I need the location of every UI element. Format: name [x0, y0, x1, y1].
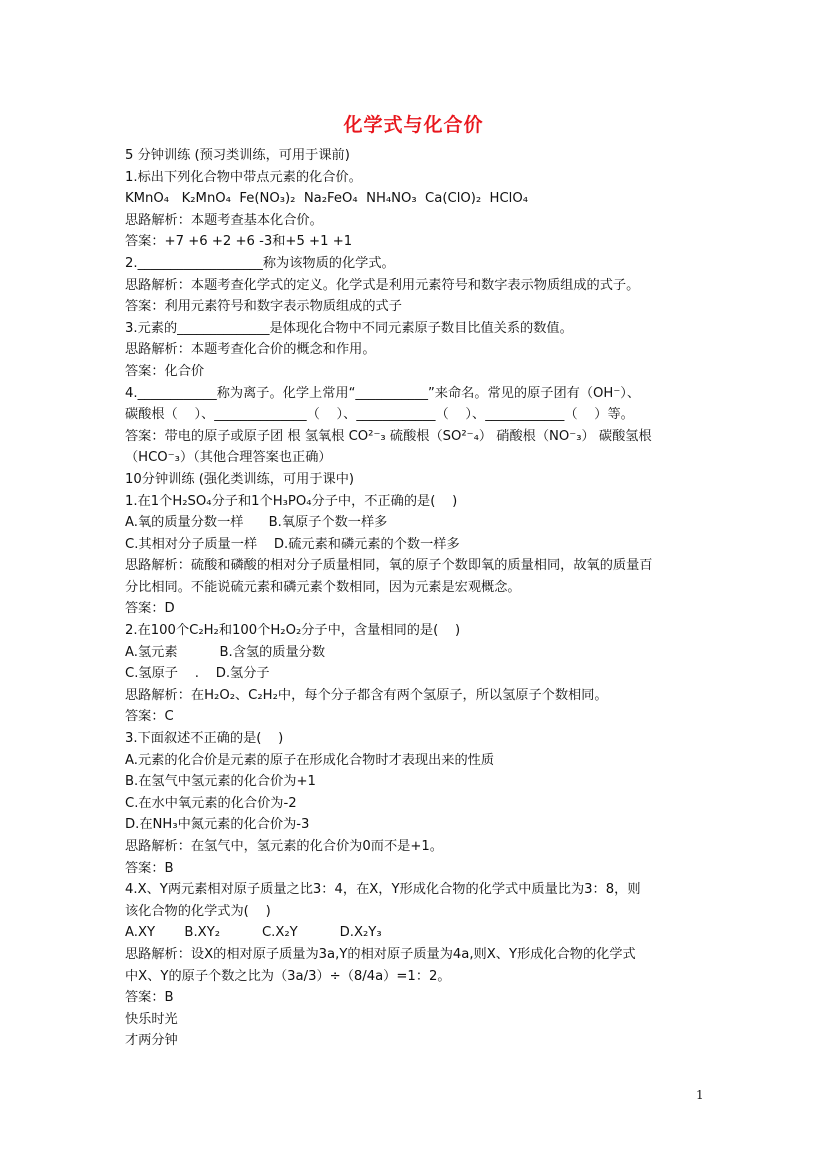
text-line: 思路解析：硫酸和磷酸的相对分子质量相同，氧的原子个数即氧的质量相同，故氧的质量百: [125, 558, 653, 574]
text-line: 答案：+7 +6 +2 +6 -3和+5 +1 +1: [125, 234, 353, 250]
text-line: C.在水中氧元素的化合价为-2: [125, 795, 297, 811]
text-line: 10分钟训练 (强化类训练，可用于课中): [125, 471, 355, 487]
text-line: 思路解析：设X的相对原子质量为3a,Y的相对原子质量为4a,则X、Y形成化合物的化学式: [125, 946, 636, 962]
text-line: 1.在1个H₂SO₄分子和1个H₃PO₄分子中，不正确的是( ): [125, 493, 458, 509]
text-line: 思路解析：本题考查基本化合价。: [125, 212, 323, 228]
text-line: A.元素的化合价是元素的原子在形成化合物时才表现出来的性质: [125, 752, 495, 768]
text-line: A.氧的质量分数一样 B.氧原子个数一样多: [125, 515, 388, 531]
text-line: D.在NH₃中氮元素的化合价为-3: [125, 817, 310, 833]
text-line: 碳酸根（ ）、______________（ ）、____________（ ）、____________（ ）等。: [125, 407, 634, 423]
text-line: 2.___________________称为该物质的化学式。: [125, 255, 395, 271]
page-number: 1: [696, 1088, 704, 1102]
document-body: [125, 145, 715, 1052]
text-line: 思路解析：在氢气中，氢元素的化合价为0而不是+1。: [125, 839, 443, 854]
text-line: 答案：带电的原子或原子团 根 氢氧根 CO²⁻₃ 硫酸根（SO²⁻₄） 硝酸根（NO⁻₃） 碳酸氢根: [125, 428, 652, 444]
text-line: 思路解析：在H₂O₂、C₂H₂中，每个分子都含有两个氢原子，所以氢原子个数相同。: [125, 687, 608, 703]
text-line: 3.下面叙述不正确的是( ): [125, 731, 284, 747]
text-line: （HCO⁻₃）（其他合理答案也正确）: [125, 450, 332, 466]
text-line: 思路解析：本题考查化合价的概念和作用。: [125, 342, 376, 358]
text-line: A.氢元素 B.含氢的质量分数: [125, 644, 326, 660]
text-line: 快乐时光: [125, 1011, 178, 1027]
text-line: 答案：化合价: [125, 363, 205, 379]
text-line: 答案：利用元素符号和数字表示物质组成的式子: [125, 299, 402, 315]
text-line: B.在氢气中氢元素的化合价为+1: [125, 774, 316, 790]
text-line: 答案：B: [125, 860, 174, 876]
text-line: 答案：B: [125, 990, 174, 1006]
text-line: 3.元素的______________是体现化合物中不同元素原子数目比值关系的数值。: [125, 320, 573, 336]
text-line: 4.____________称为离子。化学上常用“___________”来命名。常见的原子团有（OH⁻）、: [125, 385, 641, 401]
text-line: 1.标出下列化合物中带点元素的化合价。: [125, 169, 362, 185]
text-line: 才两分钟: [125, 1033, 178, 1049]
text-line: 分比相同。不能说硫元素和磷元素个数相同，因为元素是宏观概念。: [125, 579, 521, 595]
text-line: KMnO₄ K₂MnO₄ Fe(NO₃)₂ Na₂FeO₄ NH₄NO₃ Ca(ClO)₂ HClO₄: [125, 191, 529, 207]
text-line: 该化合物的化学式为( ): [125, 903, 271, 919]
text-line: 答案：D: [125, 601, 175, 617]
text-line: A.XY B.XY₂ C.X₂Y D.X₂Y₃: [125, 925, 382, 941]
text-line: 思路解析：本题考查化学式的定义。化学式是利用元素符号和数字表示物质组成的式子。: [125, 277, 640, 293]
text-line: 答案：C: [125, 709, 174, 725]
document-title: 化学式与化合价: [343, 114, 484, 136]
text-line: 5 分钟训练 (预习类训练，可用于课前): [125, 148, 350, 163]
text-line: 2.在100个C₂H₂和100个H₂O₂分子中，含量相同的是( ): [125, 623, 461, 639]
text-line: C.其相对分子质量一样 D.硫元素和磷元素的个数一样多: [125, 536, 460, 552]
text-line: 4.X、Y两元素相对原子质量之比3：4，在X，Y形成化合物的化学式中质量比为3：8，则: [125, 882, 641, 898]
text-line: C.氢原子 . D.氢分子: [125, 666, 270, 682]
text-line: 中X、Y的原子个数之比为（3a/3）÷（8/4a）=1：2。: [125, 968, 451, 984]
